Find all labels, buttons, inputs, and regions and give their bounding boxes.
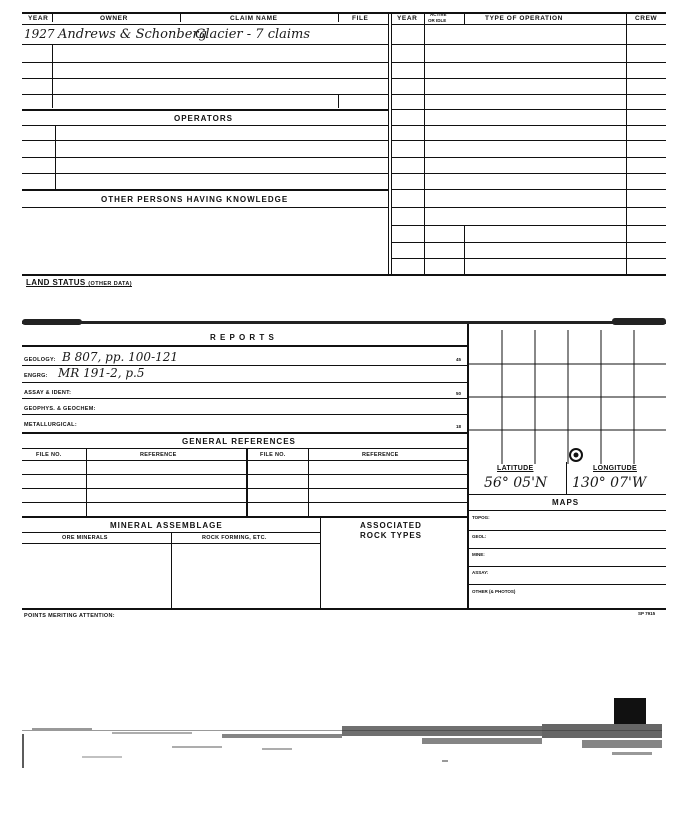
geophys-label: GEOPHYS. & GEOCHEM:: [24, 406, 96, 412]
right-col-divider: [626, 12, 627, 274]
maps-topog: TOPOG:: [472, 515, 490, 520]
right-row-line: [391, 225, 666, 226]
right-row-line: [391, 140, 666, 141]
row-line: [468, 548, 666, 549]
right-row-line: [391, 125, 666, 126]
row-line: [22, 44, 388, 45]
mineral-divider: [320, 516, 321, 608]
row-line: [468, 584, 666, 585]
other-persons-top: [22, 189, 388, 191]
refs-col-ref2: REFERENCE: [362, 452, 399, 458]
maps-title-line: [468, 510, 666, 511]
right-row-line: [391, 242, 666, 243]
row-line: [22, 62, 388, 63]
reports-title-line: [22, 345, 468, 347]
grid-lines: [468, 330, 666, 464]
refs-header-line: [22, 460, 468, 461]
associated-rock-types-2: ROCK TYPES: [360, 531, 423, 540]
right-row-line: [391, 109, 666, 110]
reports-title: R E P O R T S: [210, 333, 275, 342]
latitude-value: 56° 05'N: [484, 475, 548, 491]
refs-divider: [86, 448, 87, 516]
mineral-divider: [171, 532, 172, 608]
claim-name-header: CLAIM NAME: [230, 15, 278, 22]
operation-header: TYPE OF OPERATION: [485, 15, 563, 22]
active-header-1: ACTIVE: [430, 12, 447, 17]
top-header-line: [22, 24, 388, 25]
metallurgical-code: 18: [456, 424, 462, 429]
row-line: [22, 398, 468, 399]
maps-mine: MINE:: [472, 552, 485, 557]
maps-other: OTHER (& PHOTOS): [472, 589, 516, 594]
right-row-line: [391, 189, 666, 190]
year-header: YEAR: [28, 15, 49, 22]
refs-col-file2: FILE NO.: [260, 452, 286, 458]
right-row-line: [391, 62, 666, 63]
assay-label: ASSAY & IDENT:: [24, 390, 72, 396]
land-status-label: [26, 278, 132, 287]
scan-smudge: [22, 319, 82, 325]
right-row-line: [391, 173, 666, 174]
maps-title: MAPS: [552, 498, 580, 507]
refs-divider: [308, 448, 309, 516]
right-col-divider: [464, 225, 465, 274]
rock-forming-header: ROCK FORMING, ETC.: [202, 535, 267, 541]
refs-divider: [246, 448, 248, 516]
longitude-value: 130° 07'W: [572, 475, 647, 491]
row-line: [22, 94, 388, 95]
points-meriting-attention: POINTS MERITING ATTENTION:: [24, 613, 115, 619]
longitude-label: LONGITUDE: [593, 465, 637, 472]
table-divider: [388, 12, 389, 274]
right-row-line: [391, 78, 666, 79]
right-row-line: [391, 94, 666, 95]
right-row-line: [391, 157, 666, 158]
row-line: [22, 78, 388, 79]
geology-value: B 807, pp. 100-121: [62, 350, 179, 364]
assay-code: 50: [456, 391, 462, 396]
entry-owner: Andrews & Schonberg: [58, 27, 207, 42]
right-col-divider: [424, 12, 425, 274]
row-line: [22, 140, 388, 141]
right-row-line: [391, 44, 666, 45]
reports-bottom-line: [22, 608, 666, 610]
owner-header: OWNER: [100, 15, 128, 22]
owner-divider: [180, 12, 181, 22]
row-line: [468, 566, 666, 567]
geology-label: GEOLOGY:: [24, 357, 56, 363]
refs-title-line: [22, 448, 468, 449]
year-divider: [52, 12, 53, 22]
claim-divider: [338, 12, 339, 22]
right-row-line: [391, 258, 666, 259]
row-line: [22, 502, 468, 503]
row-divider: [338, 94, 339, 108]
row-line: [22, 173, 388, 174]
engrg-value: MR 191-2, p.5: [58, 366, 145, 380]
operators-top: [22, 109, 388, 111]
maps-top-line: [468, 494, 666, 495]
operators-bottom: [22, 125, 388, 126]
operators-title: OPERATORS: [174, 114, 233, 123]
general-references-title: GENERAL REFERENCES: [182, 437, 296, 446]
file-header: FILE: [352, 15, 369, 22]
refs-col-file1: FILE NO.: [36, 452, 62, 458]
entry-claim: Glacier - 7 claims: [195, 27, 311, 42]
row-line: [22, 488, 468, 489]
maps-geol: GEOL:: [472, 534, 487, 539]
row-divider: [52, 44, 53, 108]
mineral-assemblage-title: MINERAL ASSEMBLAGE: [110, 521, 223, 530]
active-header-2: OR IDLE: [428, 18, 447, 23]
scan-smudge: [612, 318, 666, 325]
top-section-bottom: [22, 274, 666, 276]
other-persons-title: OTHER PERSONS HAVING KNOWLEDGE: [101, 195, 289, 204]
right-col-divider: [464, 12, 465, 24]
entry-year: 1927: [24, 27, 55, 41]
township-grid: [468, 330, 666, 464]
associated-rock-types-1: ASSOCIATED: [360, 521, 422, 530]
latitude-label: LATITUDE: [497, 465, 534, 472]
form-code: SP 7915: [638, 611, 656, 616]
engrg-label: ENGRG:: [24, 373, 48, 379]
maps-assay: ASSAY:: [472, 570, 489, 575]
other-persons-bottom: [22, 207, 388, 208]
ore-minerals-header: ORE MINERALS: [62, 535, 108, 541]
geology-code: 45: [456, 357, 462, 362]
top-border: [22, 12, 666, 14]
scan-noise: [22, 712, 666, 772]
refs-col-ref1: REFERENCE: [140, 452, 177, 458]
row-line: [22, 414, 468, 415]
metallurgical-label: METALLURGICAL:: [24, 422, 77, 428]
row-line: [22, 382, 468, 383]
latlong-divider: [566, 462, 567, 494]
refs-bottom-line: [22, 516, 468, 518]
scan-noise-specks: [22, 724, 662, 768]
location-marker-dot: [574, 453, 579, 458]
right-year-header: YEAR: [397, 15, 418, 22]
table-divider: [391, 12, 392, 274]
reports-top-bar: [22, 321, 666, 324]
row-divider: [55, 125, 56, 189]
land-status-text: LAND STATUS: [26, 278, 86, 287]
right-row-line: [391, 207, 666, 208]
land-status-note: (OTHER DATA): [88, 281, 132, 287]
row-line: [22, 157, 388, 158]
right-header-line: [391, 24, 666, 25]
row-line: [468, 530, 666, 531]
row-line: [22, 474, 468, 475]
crew-header: CREW: [635, 15, 658, 22]
row-line: [22, 432, 468, 434]
